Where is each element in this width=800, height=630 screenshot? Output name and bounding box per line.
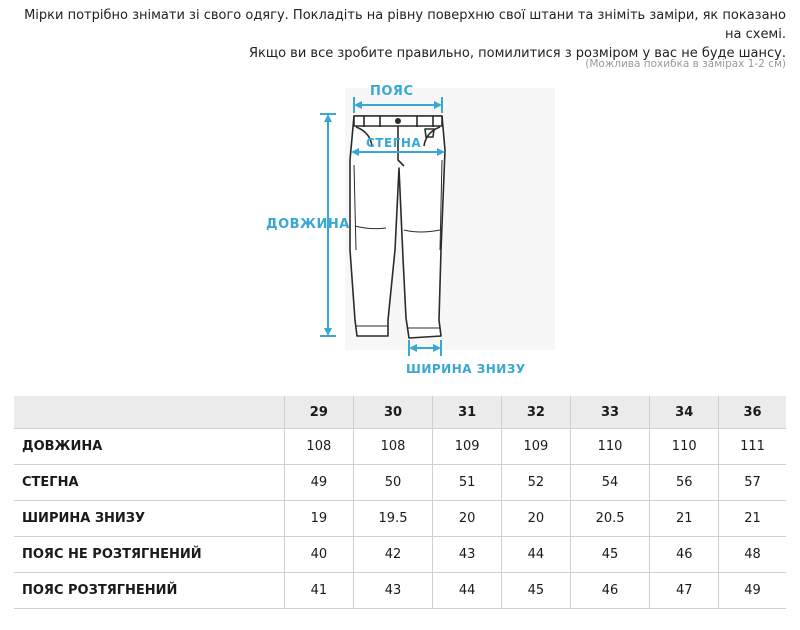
header-corner-cell (14, 396, 285, 429)
size-table (14, 396, 786, 609)
size-header-cell: 36 (719, 396, 786, 429)
table-cell: 21 (719, 501, 786, 537)
table-cell: 51 (433, 465, 502, 501)
table-row (14, 501, 786, 537)
table-cell: 110 (650, 429, 719, 465)
table-cell: 108 (353, 429, 433, 465)
table-row (14, 573, 786, 609)
table-row (14, 429, 786, 465)
table-cell: 43 (353, 573, 433, 609)
table-cell: 108 (285, 429, 354, 465)
waist-label: ПОЯС (370, 84, 414, 99)
table-cell: 45 (502, 573, 571, 609)
table-cell: 46 (650, 537, 719, 573)
table-cell: 20 (502, 501, 571, 537)
table-cell: 45 (570, 537, 650, 573)
table-row (14, 465, 786, 501)
table-cell: 19 (285, 501, 354, 537)
arrow-head-icon (324, 328, 332, 336)
table-cell: 41 (285, 573, 354, 609)
table-cell: 111 (719, 429, 786, 465)
row-label: ДОВЖИНА (14, 429, 285, 465)
size-header-cell: 33 (570, 396, 650, 429)
size-header-cell: 30 (353, 396, 433, 429)
size-header-cell: 29 (285, 396, 354, 429)
row-label: СТЕГНА (14, 465, 285, 501)
table-cell: 20.5 (570, 501, 650, 537)
size-header-cell: 31 (433, 396, 502, 429)
row-label: ШИРИНА ЗНИЗУ (14, 501, 285, 537)
table-cell: 52 (502, 465, 571, 501)
intro-line-2: Якщо ви все зробите правильно, помилитися з розміром у вас не буде шансу. (248, 46, 786, 61)
hips-label: СТЕГНА (366, 136, 422, 150)
table-cell: 56 (650, 465, 719, 501)
length-label: ДОВЖИНА (266, 217, 350, 232)
table-cell: 43 (433, 537, 502, 573)
table-cell: 57 (719, 465, 786, 501)
table-cell: 48 (719, 537, 786, 573)
table-cell: 47 (650, 573, 719, 609)
table-cell: 44 (433, 573, 502, 609)
table-cell: 20 (433, 501, 502, 537)
intro-line-1: Мірки потрібно знімати зі свого одягу. Покладіть на рівну поверхню свої штани та зніміть заміри, як показано на схемі. (24, 8, 786, 42)
table-cell: 54 (570, 465, 650, 501)
measurement-error-note: (Можлива похибка в замірах 1-2 см) (585, 58, 786, 70)
table-cell: 19.5 (353, 501, 433, 537)
table-cell: 46 (570, 573, 650, 609)
row-label: ПОЯС НЕ РОЗТЯГНЕНИЙ (14, 537, 285, 573)
size-header-cell: 34 (650, 396, 719, 429)
table-cell: 110 (570, 429, 650, 465)
table-cell: 49 (719, 573, 786, 609)
table-cell: 50 (353, 465, 433, 501)
table-cell: 109 (433, 429, 502, 465)
size-header-cell: 32 (502, 396, 571, 429)
table-row (14, 537, 786, 573)
table-cell: 49 (285, 465, 354, 501)
table-cell: 40 (285, 537, 354, 573)
table-cell: 21 (650, 501, 719, 537)
size-header-row (14, 396, 786, 429)
arrow-head-icon (324, 114, 332, 122)
table-cell: 42 (353, 537, 433, 573)
table-cell: 44 (502, 537, 571, 573)
bottom-width-label: ШИРИНА ЗНИЗУ (406, 362, 526, 376)
table-cell: 109 (502, 429, 571, 465)
row-label: ПОЯС РОЗТЯГНЕНИЙ (14, 573, 285, 609)
